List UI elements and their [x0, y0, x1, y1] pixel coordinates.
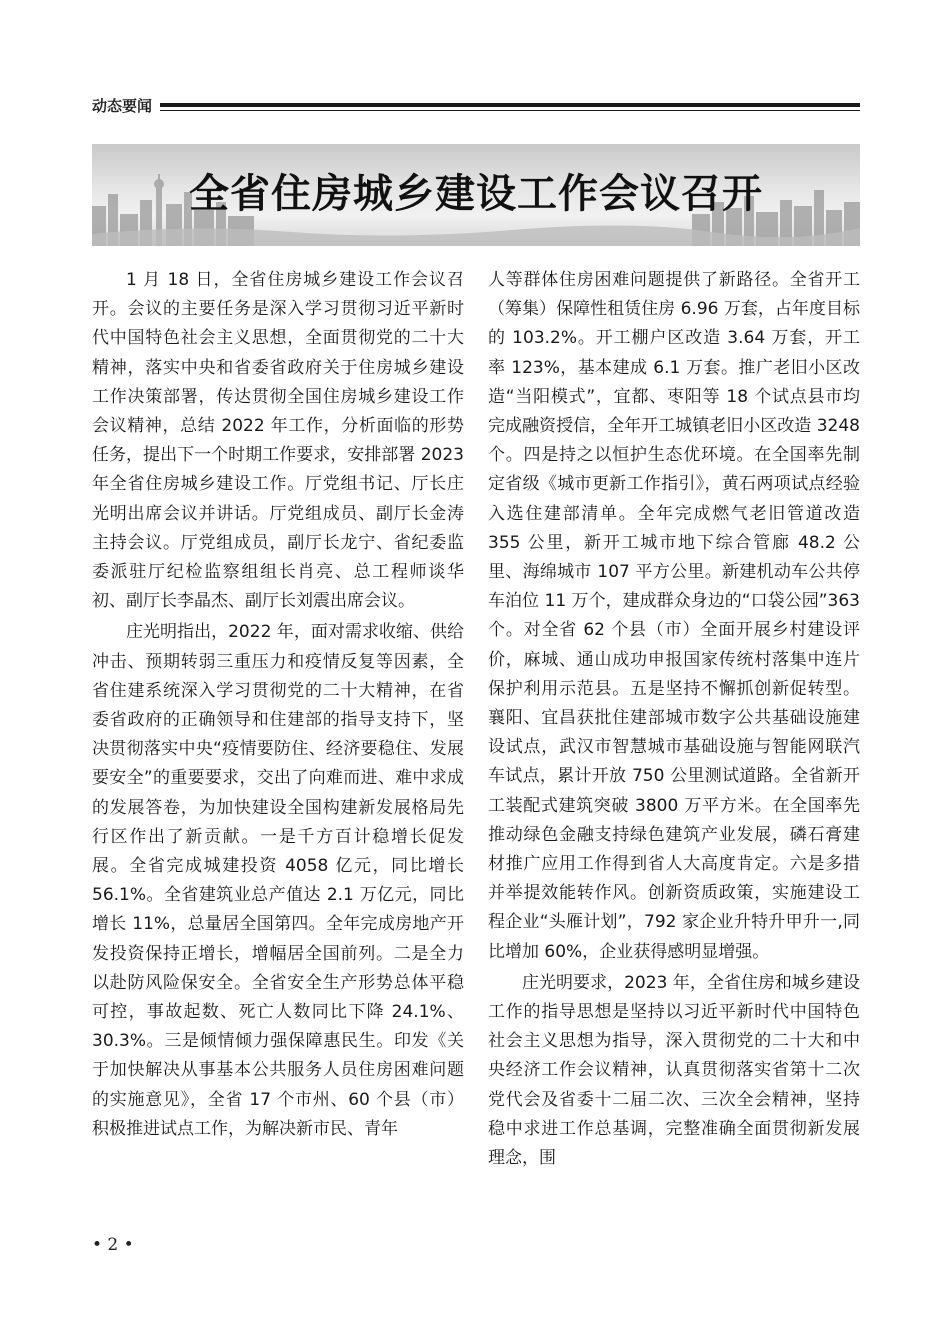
section-header — [92, 96, 860, 118]
paragraph: 庄光明要求，2023 年，全省住房和城乡建设工作的指导思想是坚持以习近平新时代中国特色社会主义思想为指导，深入贯彻党的二十大和中央经济工作会议精神，认真贯彻落实省第十二次党代会及省委十二届二次、三次全会精神，坚持稳中求进工作总基调，完整准确全面贯彻新发展理念，围 — [488, 972, 860, 1169]
paragraph: 人等群体住房困难问题提供了新路径。全省开工（筹集）保障性租赁住房 6.96 万套，占年度目标的 103.2%。开工棚户区改造 3.64 万套，开工率 123%，基本建成 6.1 万套。推广老旧小区改造“当阳模式”，宜都、枣阳等 18 个试点县市均完成融资授信，全年开工城镇老旧小区改造 3248 个。四是持之以恒护生态优环境。在全国率先制定省级《城市更新工作指引》，黄石两项试点经验入选住建部清单。全年完成燃气老旧管道改造 355 公里，新开工城市地下综合管廊 48.2 公里、海绵城市 107 平方公里。新建机动车公共停车泊位 11 万个，建成群众身边的“口袋公园”363 个。对全省 62 个县（市）全面开展乡村建设评价，麻城、通山成功申报国家传统村落集中连片保护利用示范县。五是坚持不懈抓创新促转型。襄阳、宜昌获批住建部城市数字公共基础设施建设试点，武汉市智慧城市基础设施与智能网联汽车试点，累计开放 750 公里测试道路。全省新开工装配式建筑突破 3800 万平方米。在全国率先推动绿色金融支持绿色建筑产业发展，磷石膏建材推广应用工作得到省人大高度肯定。六是多措并举提效能转作风。创新资质政策，实施建设工程企业“头雁计划”，792 家企业升特升甲升一,同比增加 60%，企业获得感明显增强。 — [488, 270, 860, 962]
header-rule — [160, 103, 860, 107]
title-banner — [92, 144, 860, 246]
page-number: • 2 • — [92, 1235, 134, 1255]
article-title: 全省住房城乡建设工作会议召开 — [189, 171, 763, 217]
header-rule-thin — [160, 110, 860, 111]
article-column-left — [92, 266, 464, 1144]
article-column-right — [488, 266, 860, 1173]
paragraph: 1 月 18 日，全省住房城乡建设工作会议召开。会议的主要任务是深入学习贯彻习近平新时代中国特色社会主义思想，全面贯彻党的二十大精神，落实中央和省委省政府关于住房城乡建设工作决策部署，传达贯彻全国住房城乡建设工作会议精神，总结 2022 年工作，分析面临的形势任务，提出下一个时期工作要求，安排部署 2023 年全省住房城乡建设工作。厅党组书记、厅长庄光明出席会议并讲话。厅党组成员、副厅长金涛主持会议。厅党组成员，副厅长龙宁、省纪委监委派驻厅纪检监察组组长肖亮、总工程师谈华初、副厅长李晶杰、副厅长刘震出席会议。 — [92, 270, 464, 612]
section-label: 动态要闻 — [92, 97, 153, 115]
paragraph: 庄光明指出，2022 年，面对需求收缩、供给冲击、预期转弱三重压力和疫情反复等因素，全省住建系统深入学习贯彻党的二十大精神，在省委省政府的正确领导和住建部的指导支持下，坚决贯彻落实中央“疫情要防住、经济要稳住、发展要安全”的重要要求，交出了向难而进、难中求成的发展答卷，为加快建设全国构建新发展格局先行区作出了新贡献。一是千方百计稳增长促发展。全省完成城建投资 4058 亿元，同比增长 56.1%。全省建筑业总产值达 2.1 万亿元，同比增长 11%，总量居全国第四。全年完成房地产开发投资保持正增长，增幅居全国前列。二是全力以赴防风险保安全。全省安全生产形势总体平稳可控，事故起数、死亡人数同比下降 24.1%、30.3%。三是倾情倾力强保障惠民生。印发《关于加快解决从事基本公共服务人员住房困难问题的实施意见》，全省 17 个市州、60 个县（市）积极推进试点工作，为解决新市民、青年 — [92, 622, 464, 1139]
